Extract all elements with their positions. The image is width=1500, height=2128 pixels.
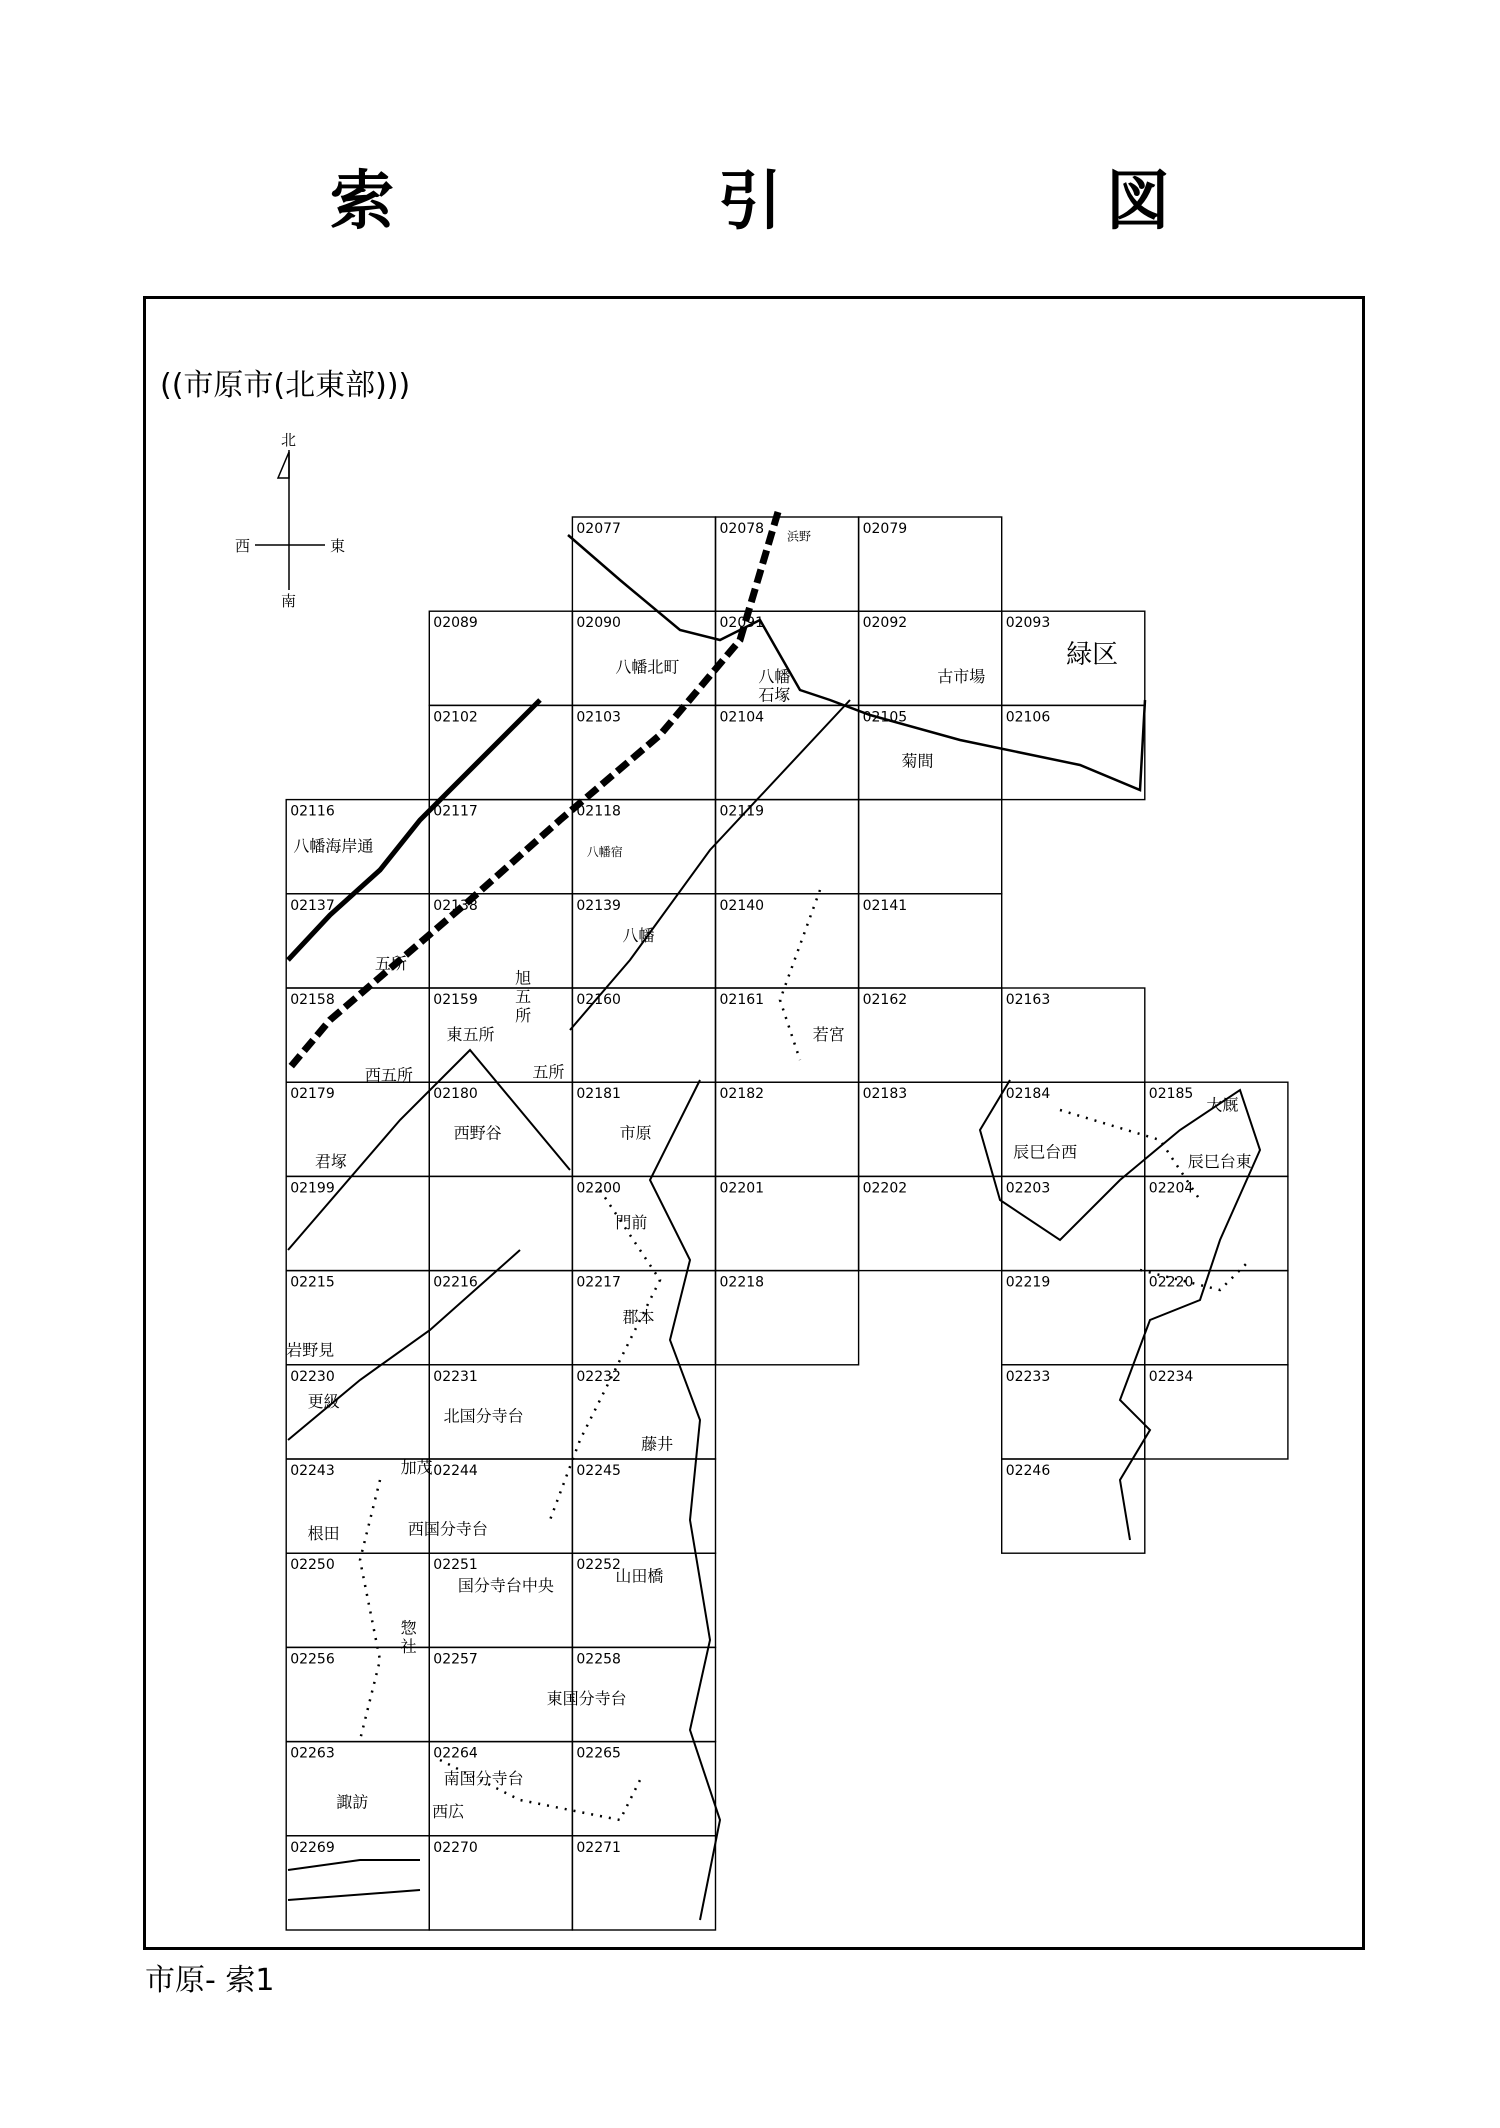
- map-sheet-code: 02245: [576, 1463, 621, 1479]
- map-sheet-code: 02216: [433, 1274, 478, 1291]
- page-footer: 市原- 索1: [145, 1963, 275, 1998]
- map-sheet[interactable]: [1002, 1271, 1145, 1365]
- place-name: 菊間: [901, 751, 934, 771]
- map-sheet[interactable]: [1002, 1082, 1145, 1176]
- place-name: 八幡北町: [615, 657, 680, 677]
- map-sheet[interactable]: [859, 894, 1002, 988]
- map-sheet-code: 02264: [433, 1745, 478, 1762]
- place-name: 東五所: [446, 1024, 495, 1044]
- map-sheet-code: 02232: [576, 1368, 621, 1385]
- place-name: 郡本: [622, 1307, 655, 1327]
- map-sheet[interactable]: [716, 705, 859, 799]
- map-sheet[interactable]: [429, 1271, 572, 1365]
- map-sheet-code: 02163: [1005, 992, 1051, 1008]
- map-sheet-code: 02263: [290, 1745, 335, 1762]
- map-sheet-code: 02180: [433, 1086, 478, 1103]
- map-sheet[interactable]: [429, 1459, 572, 1553]
- map-sheet[interactable]: [859, 611, 1002, 705]
- map-sheet-code: 02089: [433, 615, 478, 632]
- map-sheet-code: 02116: [290, 803, 335, 820]
- map-sheet-code: 02141: [862, 897, 908, 914]
- map-sheet-code: 02219: [1005, 1274, 1051, 1291]
- place-name: 若宮: [812, 1024, 845, 1044]
- map-sheet-code: 02185: [1148, 1086, 1194, 1103]
- map-sheet-code: 02093: [1005, 615, 1051, 632]
- map-sheet[interactable]: [429, 1742, 572, 1836]
- map-sheet-code: 02234: [1148, 1368, 1194, 1385]
- place-name: 五所: [532, 1062, 565, 1082]
- place-name: 八幡: [758, 666, 791, 686]
- place-name: 旭: [515, 968, 532, 988]
- map-sheet-code: 02117: [433, 803, 478, 820]
- map-sheet-code: 02257: [433, 1651, 478, 1668]
- map-sheet-code: 02161: [719, 992, 765, 1008]
- map-sheet[interactable]: [859, 517, 1002, 611]
- map-sheet-code: 02201: [719, 1180, 765, 1197]
- place-name: 石塚: [758, 685, 791, 705]
- map-sheet-code: 02246: [1005, 1463, 1051, 1479]
- map-sheet[interactable]: [286, 1742, 429, 1836]
- map-sheet-code: 02179: [290, 1086, 335, 1103]
- place-name: 西五所: [364, 1065, 413, 1085]
- compass: [235, 431, 345, 610]
- map-sheet[interactable]: [429, 894, 572, 988]
- map-sheet-code: 02258: [576, 1651, 621, 1668]
- place-name: 大厩: [1206, 1095, 1239, 1115]
- map-sheet[interactable]: [572, 1836, 715, 1930]
- map-sheet[interactable]: [716, 800, 859, 894]
- map-sheet-code: 02091: [719, 615, 765, 632]
- map-sheet-code: 02265: [576, 1745, 621, 1762]
- compass-west: 西: [235, 537, 251, 555]
- map-sheet[interactable]: [859, 988, 1002, 1082]
- map-sheet-border[interactable]: [859, 800, 1002, 894]
- place-name: 五: [515, 987, 532, 1007]
- place-name: 北国分寺台: [443, 1406, 524, 1426]
- map-sheet[interactable]: [429, 1176, 572, 1270]
- place-name: 東国分寺台: [546, 1688, 627, 1708]
- map-sheet-border[interactable]: [429, 1176, 572, 1270]
- map-sheet-code: 02251: [433, 1557, 478, 1574]
- map-sheet-code: 02181: [576, 1086, 621, 1103]
- map-sheet-code: 02230: [290, 1368, 335, 1385]
- place-name: 根田: [307, 1524, 340, 1544]
- map-sheet[interactable]: [716, 1271, 859, 1365]
- map-sheet[interactable]: [286, 1082, 429, 1176]
- place-name: 山田橋: [615, 1566, 664, 1586]
- map-sheet[interactable]: [429, 611, 572, 705]
- region-label: ((市原市(北東部))): [160, 368, 411, 403]
- map-sheet[interactable]: [1145, 1365, 1288, 1459]
- place-name: 古市場: [937, 666, 986, 686]
- place-name: 八幡: [622, 925, 655, 945]
- map-sheet-code: 02200: [576, 1180, 621, 1197]
- compass-north: 北: [281, 431, 297, 449]
- map-sheet-code: 02203: [1005, 1180, 1051, 1197]
- place-name: 辰巳台西: [1013, 1142, 1078, 1162]
- map-sheet-code: 02202: [862, 1180, 908, 1197]
- map-sheet-code: 02217: [576, 1274, 621, 1291]
- map-sheet-code: 02140: [719, 897, 765, 914]
- index-grid: [286, 517, 1288, 1930]
- place-name: 南国分寺台: [443, 1768, 524, 1788]
- map-sheet-code: 02078: [719, 521, 765, 537]
- map-sheet-code: 02105: [862, 709, 908, 726]
- map-sheet-code: 02106: [1005, 709, 1051, 726]
- map-sheet-code: 02184: [1005, 1086, 1051, 1103]
- place-name: 五所: [374, 954, 407, 974]
- place-name: 岩野見: [286, 1340, 335, 1360]
- map-sheet[interactable]: [429, 800, 572, 894]
- place-name: 社: [400, 1637, 417, 1657]
- map-sheet[interactable]: [429, 705, 572, 799]
- map-sheet[interactable]: [572, 517, 715, 611]
- map-sheet[interactable]: [1002, 1176, 1145, 1270]
- map-sheet-code: 02220: [1148, 1274, 1194, 1291]
- north-arrow-icon: [278, 452, 289, 478]
- map-sheet-code: 02269: [290, 1839, 335, 1856]
- map-sheet[interactable]: [1145, 1176, 1288, 1270]
- place-name: 西国分寺台: [407, 1519, 488, 1539]
- map-sheet[interactable]: [572, 1742, 715, 1836]
- map-sheet-code: 02102: [433, 709, 478, 726]
- map-sheet[interactable]: [1002, 1365, 1145, 1459]
- map-sheet-code: 02138: [433, 897, 478, 914]
- place-name: 西野谷: [453, 1123, 502, 1143]
- road-diagonal-1: [570, 700, 850, 1030]
- map-sheet-code: 02256: [290, 1651, 335, 1668]
- map-sheet-code: 02160: [576, 992, 621, 1008]
- map-sheet[interactable]: [1002, 988, 1145, 1082]
- map-sheet-code: 02079: [862, 521, 908, 537]
- highway: [288, 700, 540, 960]
- map-sheet-code: 02215: [290, 1274, 335, 1291]
- map-sheet-code: 02182: [719, 1086, 765, 1103]
- map-sheet-code: 02250: [290, 1557, 335, 1574]
- map-sheet-code: 02162: [862, 992, 908, 1008]
- place-name: 八幡海岸通: [293, 836, 374, 856]
- compass-east: 東: [330, 537, 346, 555]
- map-sheet-code: 02204: [1148, 1180, 1194, 1197]
- place-name: 辰巳台東: [1187, 1151, 1252, 1171]
- map-sheet-code: 02104: [719, 709, 765, 726]
- map-sheet-code: 02103: [576, 709, 621, 726]
- map-sheet[interactable]: [286, 1647, 429, 1741]
- map-sheet-code: 02233: [1005, 1368, 1051, 1385]
- map-sheet[interactable]: [716, 1176, 859, 1270]
- river: [650, 1080, 720, 1920]
- map-sheet-code: 02090: [576, 615, 621, 632]
- place-name: 市原: [619, 1123, 652, 1143]
- place-name: 八幡宿: [586, 845, 623, 860]
- place-name: 緑区: [1066, 640, 1119, 671]
- map-sheet-code: 02199: [290, 1180, 335, 1197]
- place-name: 諏訪: [336, 1792, 369, 1812]
- map-sheet[interactable]: [286, 1836, 429, 1930]
- map-sheet[interactable]: [429, 1836, 572, 1930]
- map-sheet[interactable]: [286, 1365, 429, 1459]
- map-sheet[interactable]: [286, 1176, 429, 1270]
- map-sheet[interactable]: [716, 1082, 859, 1176]
- place-name: 国分寺台中央: [457, 1575, 554, 1595]
- place-name: 更級: [307, 1392, 340, 1412]
- place-name: 浜野: [787, 529, 812, 544]
- map-sheet-code: 02077: [576, 521, 621, 537]
- map-sheet-code: 02270: [433, 1839, 478, 1856]
- map-sheet-code: 02139: [576, 897, 621, 914]
- map-sheet-code: 02243: [290, 1463, 335, 1479]
- map-sheet-code: 02159: [433, 992, 478, 1008]
- map-sheet-code: 02218: [719, 1274, 765, 1291]
- compass-south: 南: [281, 592, 297, 610]
- page-title: 索 引 図: [330, 165, 1300, 239]
- map-sheet-code: 02244: [433, 1463, 478, 1479]
- map-sheet[interactable]: [859, 1176, 1002, 1270]
- map-sheet-code: 02119: [719, 803, 765, 820]
- sea-coast-lower: [288, 1860, 420, 1900]
- place-name: 惣: [400, 1618, 417, 1638]
- map-sheet[interactable]: [1145, 1271, 1288, 1365]
- railway-line: [288, 512, 778, 1070]
- map-sheet-code: 02252: [576, 1557, 621, 1574]
- map-sheet-code: 02271: [576, 1839, 621, 1856]
- place-name: 加茂: [400, 1458, 433, 1478]
- map-sheet-code: 02118: [576, 803, 621, 820]
- map-sheet-code: 02137: [290, 897, 335, 914]
- map-sheet-code: 02231: [433, 1368, 478, 1385]
- place-name: 所: [515, 1005, 532, 1025]
- map-sheet-code: 02158: [290, 992, 335, 1008]
- map-sheet[interactable]: [859, 800, 1002, 894]
- place-name: 君塚: [314, 1151, 347, 1171]
- map-sheet-code: 02092: [862, 615, 908, 632]
- place-name: 藤井: [641, 1434, 674, 1454]
- map-sheet-code: 02183: [862, 1086, 908, 1103]
- place-name: 西広: [432, 1801, 465, 1821]
- map-sheet[interactable]: [429, 1553, 572, 1647]
- place-labels: [286, 530, 1252, 1821]
- place-name: 門前: [615, 1213, 648, 1233]
- map-sheet[interactable]: [716, 894, 859, 988]
